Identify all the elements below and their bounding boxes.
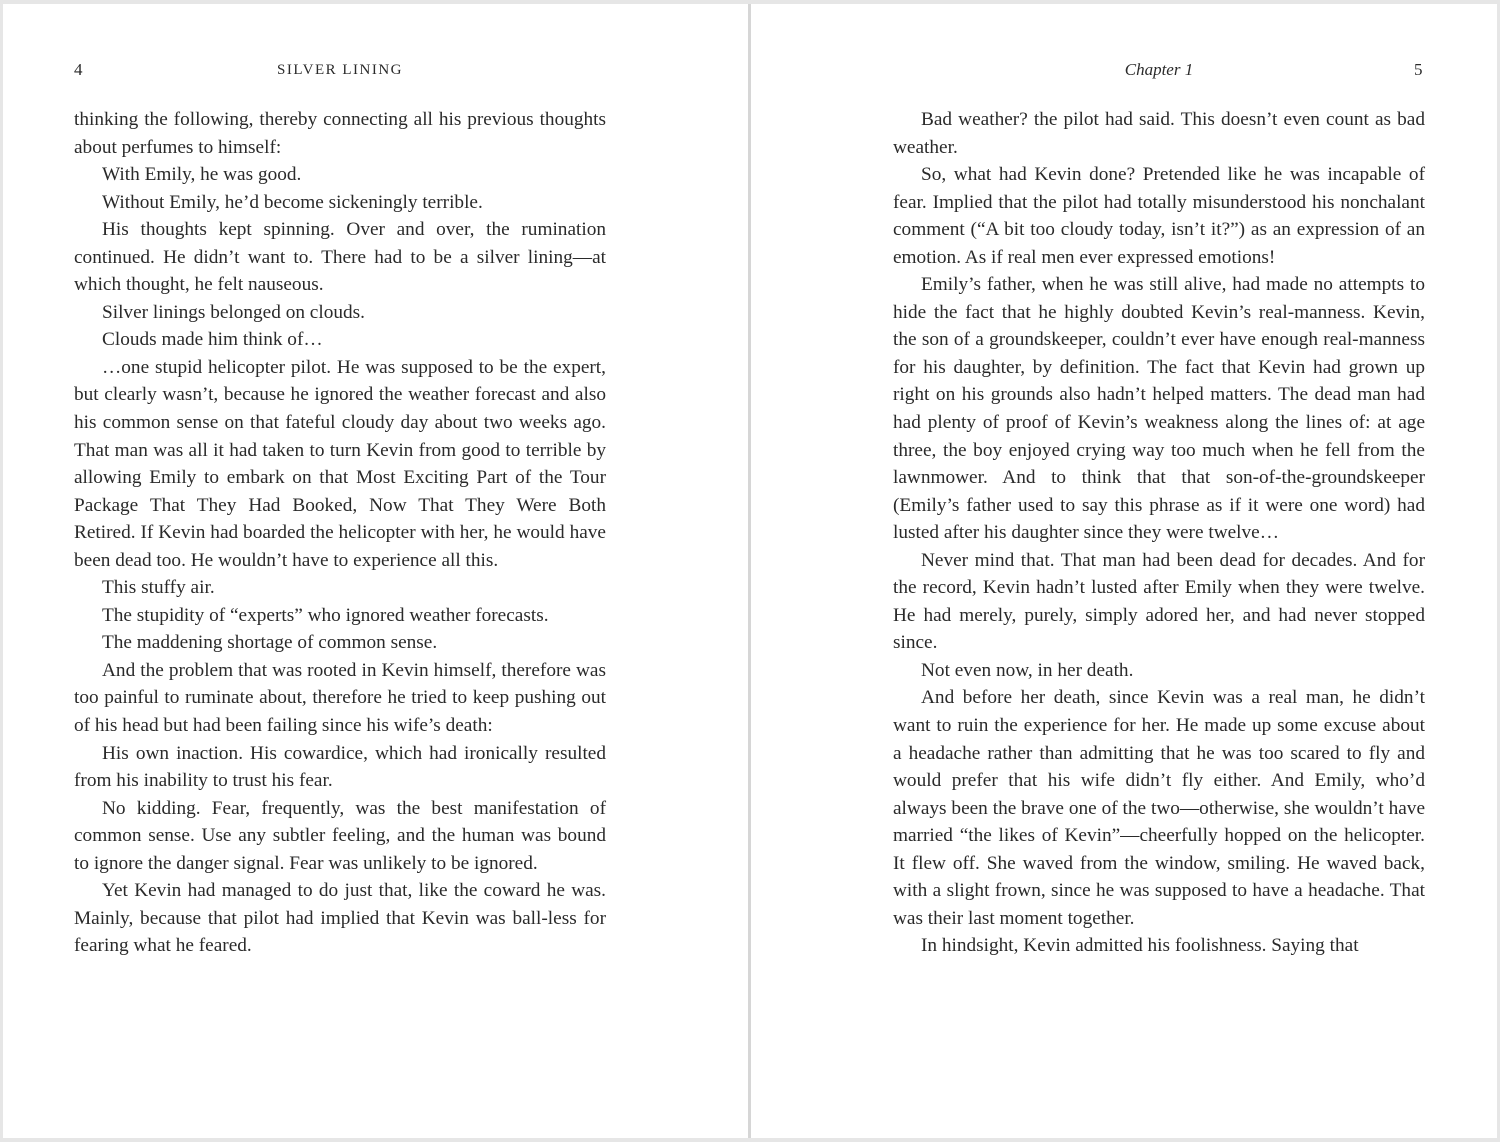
page-number: 5 (1414, 60, 1423, 79)
paragraph: Never mind that. That man had been dead for decades. And for the record, Kevin hadn’t lusted after Emily when they were twelve. He had merely, purely, simply adored her, and had never stopped since. (893, 549, 1425, 654)
paragraph: Emily’s father, when he was still alive, had made no attempts to hide the fact that he highly doubted Kevin’s real-manness. Kevin, the son of a groundskeeper, couldn’t ever have enough real-manness for his daughter, by definition. The fact that Kevin had grown up right on his grounds also hadn’t helped matters. The dead man had had plenty of proof of Kevin’s weakness along the lines of: at age three, the boy enjoyed crying way too much when he fell from the lawnmower. And to think that that son-of-the-groundskeeper (Emily’s father used to say this phrase as if it were one word) had lusted after his daughter since they were twelve… (893, 274, 1425, 544)
paragraph: Not even now, in her death. (921, 659, 1134, 681)
paragraph: Clouds made him think of… (102, 329, 323, 351)
left-page (3, 4, 748, 1138)
paragraph: In hindsight, Kevin admitted his foolishness. Saying that (921, 935, 1359, 957)
chapter-running-head: Chapter 1 (1124, 60, 1194, 79)
paragraph: Silver linings belonged on clouds. (102, 301, 365, 323)
paragraph: The maddening shortage of common sense. (102, 632, 438, 654)
paragraph: And before her death, since Kevin was a real man, he didn’t want to ruin the experience for her. He made up some excuse about a headache rather than admitting that he was too scared to fly and would prefer that his wife didn’t fly either. And Emily, who’d always been the brave one of the two—otherwise, she wouldn’t have married “the likes of Kevin”—cheerfully hopped on the helicopter. It flew off. She waved from the window, smiling. He waved back, with a slight frown, since he was supposed to have a headache. That was their last moment together. (893, 687, 1425, 929)
paragraph: So, what had Kevin done? Pretended like he was incapable of fear. Implied that the pilot had totally misunderstood his nonchalant comment (“A bit too cloudy today, isn’t it?”) as an expression of an emotion. As if real men ever expressed emotions! (893, 164, 1425, 268)
paragraph: With Emily, he was good. (102, 164, 302, 186)
paragraph: Yet Kevin had managed to do just that, like the coward he was. Mainly, because that pilot had implied that Kevin was ball-less for fearing what he feared. (74, 880, 606, 957)
running-head: SILVER LINING (276, 62, 404, 78)
body-text (893, 106, 1425, 960)
right-page (751, 4, 1497, 1138)
paragraph: …one stupid helicopter pilot. He was supposed to be the expert, but clearly wasn’t, because he ignored the weather forecast and also his common sense on that fateful cloudy day about two weeks ago. That man was all it had taken to turn Kevin from good to terrible by allowing Emily to embark on that Most Exciting Part of the Tour Package That They Had Booked, Now That They Were Both Retired. If Kevin had boarded the helicopter with her, he would have been dead too. He wouldn’t have to experience all this. (74, 356, 606, 571)
paragraph: No kidding. Fear, frequently, was the best manifestation of common sense. Use any subtler feeling, and the human was bound to ignore the danger signal. Fear was unlikely to be ignored. (74, 797, 606, 874)
body-text (74, 106, 606, 960)
paragraph: Without Emily, he’d become sickeningly terrible. (102, 191, 483, 213)
paragraph: Bad weather? the pilot had said. This doesn’t even count as bad weather. (893, 109, 1425, 158)
paragraph: His own inaction. His cowardice, which had ironically resulted from his inability to trust his fear. (74, 742, 606, 792)
paragraph: thinking the following, thereby connecting all his previous thoughts about perfumes to himself: (74, 109, 606, 158)
paragraph: This stuffy air. (102, 577, 215, 599)
paragraph: And the problem that was rooted in Kevin himself, therefore was too painful to ruminate about, therefore he tried to keep pushing out of his head but had been failing since his wife’s death: (74, 659, 606, 737)
paragraph: His thoughts kept spinning. Over and over, the rumination continued. He didn’t want to. There had to be a silver lining—at which thought, he felt nauseous. (74, 219, 606, 296)
page-number: 4 (74, 60, 83, 79)
paragraph: The stupidity of “experts” who ignored weather forecasts. (102, 604, 549, 626)
